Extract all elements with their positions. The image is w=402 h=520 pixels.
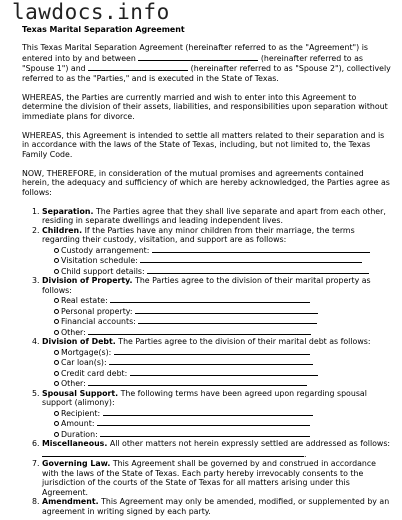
agreement-sections (22, 207, 392, 517)
list-item: Visitation schedule: (54, 255, 392, 266)
section-division-of-debt: 4. Division of Debt. The Parties agree to the division of their marital debt as follows: Mortgage(s): Car loan(s): Credit card debt: Other: (42, 337, 392, 389)
property-other-blank[interactable] (88, 327, 311, 335)
debt-terms-list (42, 347, 392, 389)
credit-card-debt-blank[interactable] (130, 368, 318, 376)
spouse2-name-blank[interactable] (88, 63, 188, 71)
section-miscellaneous: 6. Miscellaneous. All other matters not herein expressly settled are addressed as follows: . (42, 439, 392, 459)
list-item: Other: (54, 378, 392, 389)
children-terms-list (42, 245, 392, 277)
list-item: Car loan(s): (54, 357, 392, 368)
site-logo: lawdocs.info (12, 0, 170, 24)
duration-blank[interactable] (100, 429, 310, 437)
list-item: Child support details: (54, 266, 392, 277)
section-division-of-property: 3. Division of Property. The Parties agree to the division of their marital property as follows: Real estate: Personal property: Financial accounts: Other: (42, 276, 392, 337)
section-children: 2. Children. If the Parties have any minor children from their marriage, the terms regarding their custody, visitation, and support are as follows: Custody arrangement: Visitation schedule: Child support details: (42, 226, 392, 277)
spousal-support-terms-list (42, 408, 392, 440)
property-terms-list (42, 295, 392, 337)
list-item: Real estate: (54, 295, 392, 306)
document-body (22, 43, 392, 516)
now-therefore-paragraph: NOW, THEREFORE, in consideration of the mutual promises and agreements contained herein, the adequacy and sufficiency of which are hereby acknowledged, the Parties agree as follows: (22, 168, 390, 197)
section-governing-law: 7. Governing Law. This Agreement shall be governed by and construed in accordance with the laws of the State of Texas. Each party hereby irrevocably consents to the jurisdiction of the courts of the State of Texas for all matters arising under this Agreement. (42, 459, 392, 497)
debt-other-blank[interactable] (88, 378, 307, 386)
real-estate-blank[interactable] (110, 295, 310, 303)
list-item: Financial accounts: (54, 316, 392, 327)
list-item: Credit card debt: (54, 368, 392, 379)
list-item: Recipient: (54, 408, 392, 419)
spouse1-name-blank[interactable] (138, 53, 258, 61)
whereas-paragraph-2: WHEREAS, this Agreement is intended to settle all matters related to their separation and is in accordance with the laws of the State of Texas, including, but not limited to, the Texas Family Code. (22, 130, 385, 159)
amount-blank[interactable] (97, 418, 310, 426)
intro-paragraph-parties: This Texas Marital Separation Agreement (hereinafter referred to as the "Agreement") is entered into by and between (hereinafter referred to as "Spouse 1") and (hereinafter referred to as "Spouse 2"), collectively referred to as the "Parties," and is executed in the State of Texas. (22, 43, 391, 83)
miscellaneous-blank[interactable] (42, 449, 304, 457)
mortgage-blank[interactable] (114, 347, 310, 355)
section-separation: 1. Separation. The Parties agree that they shall live separate and apart from each other, residing in separate dwellings and leading independent lives. (42, 207, 392, 226)
list-item: Custody arrangement: (54, 245, 392, 256)
personal-property-blank[interactable] (135, 306, 318, 314)
list-item: Personal property: (54, 306, 392, 317)
child-support-blank[interactable] (147, 266, 369, 274)
document-title: Texas Marital Separation Agreement (22, 25, 185, 34)
list-item: Mortgage(s): (54, 347, 392, 358)
section-amendment: 8. Amendment. This Agreement may only be amended, modified, or supplemented by an agreement in writing signed by each party. (42, 497, 392, 516)
list-item: Other: (54, 327, 392, 338)
list-item: Amount: (54, 418, 392, 429)
custody-arrangement-blank[interactable] (152, 245, 370, 253)
financial-accounts-blank[interactable] (138, 316, 317, 324)
car-loan-blank[interactable] (109, 357, 313, 365)
section-spousal-support: 5. Spousal Support. The following terms have been agreed upon regarding spousal support (alimony): Recipient: Amount: Duration: (42, 389, 392, 440)
list-item: Duration: (54, 429, 392, 440)
visitation-schedule-blank[interactable] (140, 255, 362, 263)
recipient-blank[interactable] (103, 408, 313, 416)
whereas-paragraph-1: WHEREAS, the Parties are currently married and wish to enter into this Agreement to determine the division of their assets, liabilities, and responsibilities upon separation without immediate plans for divorce. (22, 92, 388, 121)
